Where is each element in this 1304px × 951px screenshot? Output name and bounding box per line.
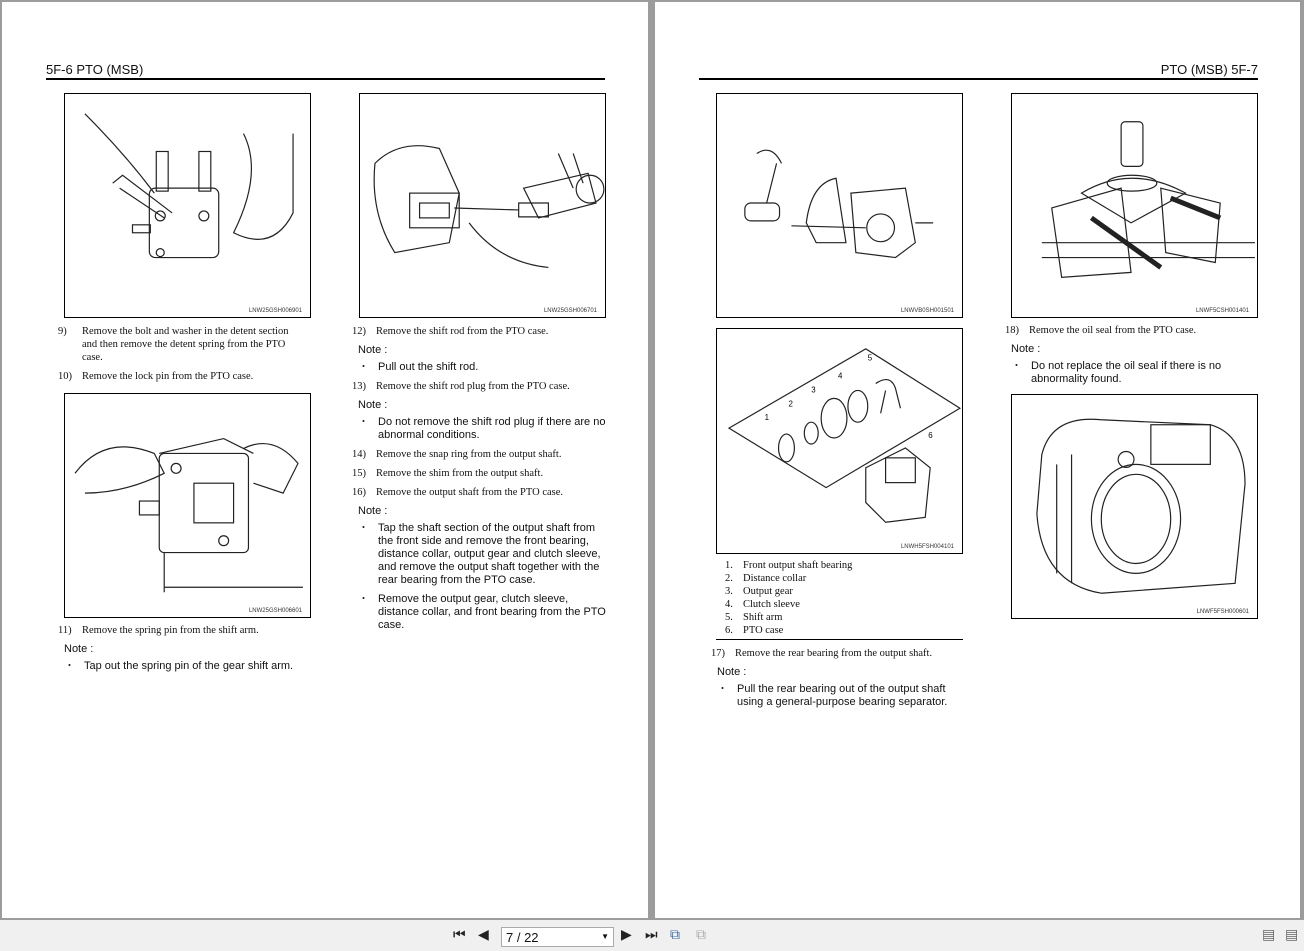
figure-code: LNW25GSH006901 <box>248 308 302 314</box>
step-17-block <box>711 647 961 715</box>
pdf-viewer-toolbar <box>0 920 1304 951</box>
parts-legend <box>725 559 963 637</box>
figure-code: LNWVB0SH001501 <box>900 308 954 314</box>
step-item: 16) Remove the output shaft from the PTO case. <box>352 487 564 498</box>
figure-tapping-shaft <box>716 93 963 318</box>
legend-item: 5. Shift arm <box>725 612 783 623</box>
note-label: Note : <box>64 643 94 655</box>
note-label: Note : <box>358 344 388 356</box>
step-item: 11) Remove the spring pin from the shift arm. <box>58 625 259 636</box>
illustration-pto-case <box>1012 395 1257 618</box>
step-item: 14) Remove the snap ring from the output shaft. <box>352 449 562 460</box>
chevron-down-icon: ▼ <box>601 932 609 941</box>
figure-spring-pin <box>64 393 311 618</box>
next-page-button[interactable]: ▶ <box>621 927 632 943</box>
step-item: 12) Remove the shift rod from the PTO case. <box>352 326 549 337</box>
illustration-exploded-parts <box>717 329 962 553</box>
note-label: Note : <box>717 666 747 678</box>
illustration-hammer <box>717 94 962 317</box>
previous-page-button[interactable]: ◀ <box>478 927 489 943</box>
pdf-page-left <box>2 2 648 918</box>
step-18-block <box>1005 324 1255 392</box>
continuous-view-icon[interactable]: ▤ <box>1285 927 1299 943</box>
last-page-button[interactable]: ⏭ <box>645 927 658 943</box>
page-number-select[interactable]: 7 / 22 ▼ <box>501 927 614 947</box>
pdf-page-right <box>655 2 1300 918</box>
figure-shift-rod-removal <box>359 93 606 318</box>
legend-item: 3. Output gear <box>725 586 793 597</box>
note-bullet: ・ Tap out the spring pin of the gear shift arm. <box>64 660 294 672</box>
legend-item: 1. Front output shaft bearing <box>725 560 853 571</box>
callout-6: 6 <box>928 431 933 441</box>
figure-oil-seal-puller <box>1011 93 1258 318</box>
page-header: PTO (MSB) 5F-7 <box>699 62 1258 80</box>
figure-code: LNW25GSH006701 <box>543 308 597 314</box>
step-item: 18) Remove the oil seal from the PTO case. <box>1005 325 1197 336</box>
page-header: 5F-6 PTO (MSB) <box>46 62 605 80</box>
single-page-view-icon[interactable]: ▤ <box>1262 927 1276 943</box>
figure-code: LNW25GSH006601 <box>248 608 302 614</box>
figure-code: LNWH5FSH004101 <box>900 544 954 550</box>
step-item: 13) Remove the shift rod plug from the PTO case. <box>352 381 570 392</box>
step-item: 9) Remove the bolt and washer in the detent section and then remove the detent spring from the PTO case. <box>58 326 289 363</box>
step-item: 15) Remove the shim from the output shaft. <box>352 468 544 479</box>
illustration-wrench-on-case <box>65 94 310 317</box>
previous-view-icon[interactable]: ⧉ <box>670 927 680 943</box>
first-page-button[interactable]: ⏮ <box>453 927 466 943</box>
figure-detent-removal <box>64 93 311 318</box>
figure-pto-case <box>1011 394 1258 619</box>
note-label: Note : <box>358 505 388 517</box>
note-bullet: ・ Do not replace the oil seal if there is no abnormality found. <box>1011 360 1222 385</box>
legend-divider <box>716 639 963 640</box>
note-label: Note : <box>1011 343 1041 355</box>
step-11-block <box>58 624 308 679</box>
callout-3: 3 <box>811 385 816 395</box>
steps-9-10 <box>58 325 303 389</box>
note-label: Note : <box>358 399 388 411</box>
step-item: 17) Remove the rear bearing from the output shaft. <box>711 648 933 659</box>
callout-1: 1 <box>764 413 770 423</box>
illustration-spring-pin <box>65 394 310 617</box>
note-bullet: ・ Remove the output gear, clutch sleeve, distance collar, and front bearing from the PTO case. <box>358 593 606 631</box>
steps-12-16 <box>352 325 608 638</box>
note-bullet: ・ Tap the shaft section of the output shaft from the front side and remove the front bearing, distance collar, output gear and clutch sleeve, and remove the output shaft together with the rear bearing from the PTO case. <box>358 522 601 586</box>
next-view-icon[interactable]: ⧉ <box>696 927 706 943</box>
legend-item: 6. PTO case <box>725 625 784 636</box>
callout-2: 2 <box>788 399 793 409</box>
note-bullet: ・ Pull the rear bearing out of the output shaft using a general-purpose bearing separator. <box>717 683 948 708</box>
illustration-puller <box>1012 94 1257 317</box>
figure-code: LNWF5FSH000601 <box>1196 609 1249 615</box>
note-bullet: ・ Pull out the shift rod. <box>358 361 479 373</box>
legend-item: 4. Clutch sleeve <box>725 599 800 610</box>
note-bullet: ・ Do not remove the shift rod plug if there are no abnormal conditions. <box>358 416 606 441</box>
illustration-shift-rod <box>360 94 605 317</box>
legend-item: 2. Distance collar <box>725 573 807 584</box>
step-item: 10) Remove the lock pin from the PTO case. <box>58 371 254 382</box>
figure-exploded-view <box>716 328 963 554</box>
figure-code: LNWF5CSH001401 <box>1195 308 1249 314</box>
callout-4: 4 <box>838 371 843 381</box>
callout-5: 5 <box>867 353 873 363</box>
